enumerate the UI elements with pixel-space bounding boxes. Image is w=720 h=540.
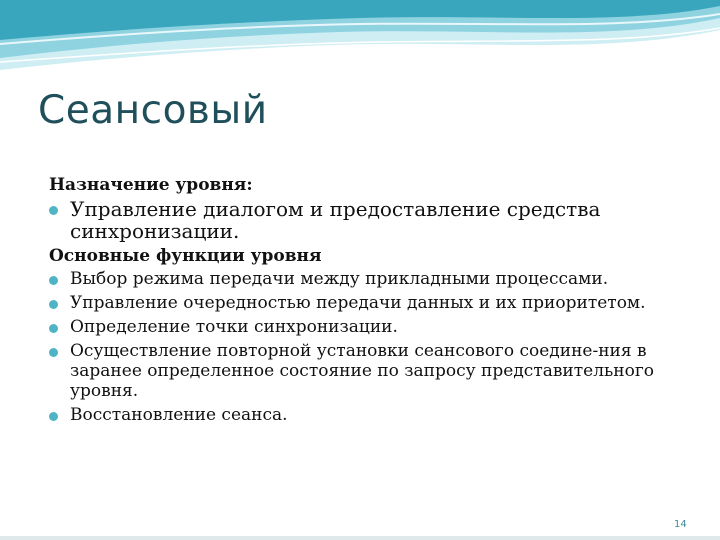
slide-title: Сеансовый <box>38 88 268 133</box>
bullet-dot-icon <box>49 324 58 333</box>
section-heading-purpose: Назначение уровня: <box>49 175 253 195</box>
bullet-dot-icon <box>49 348 58 357</box>
list-item-text: Управление очередностью передачи данных и их приоритетом. <box>70 293 646 313</box>
list-item <box>49 293 694 313</box>
list-item <box>49 198 694 242</box>
bottom-divider <box>0 536 720 540</box>
list-item-text: Выбор режима передачи между прикладными процессами. <box>70 269 609 289</box>
slide-content <box>49 175 694 429</box>
bullet-dot-icon <box>49 300 58 309</box>
list-item-text: Управление диалогом и предоставление средства синхронизации. <box>70 197 601 243</box>
list-item <box>49 317 694 337</box>
list-item-text: Осуществление повторной установки сеансового соедине-ния в заранее определенное состояние по запросу представительного уровня. <box>70 341 654 401</box>
section-heading-functions: Основные функции уровня <box>49 246 322 266</box>
bullet-dot-icon <box>49 206 58 215</box>
list-item <box>49 405 694 425</box>
list-item <box>49 341 694 401</box>
bullet-dot-icon <box>49 276 58 285</box>
header-wave-decoration <box>0 0 720 90</box>
page-number: 14 <box>674 519 687 530</box>
bullet-dot-icon <box>49 412 58 421</box>
list-item-text: Определение точки синхронизации. <box>70 317 398 337</box>
list-item <box>49 269 694 289</box>
list-item-text: Восстановление сеанса. <box>70 405 288 425</box>
